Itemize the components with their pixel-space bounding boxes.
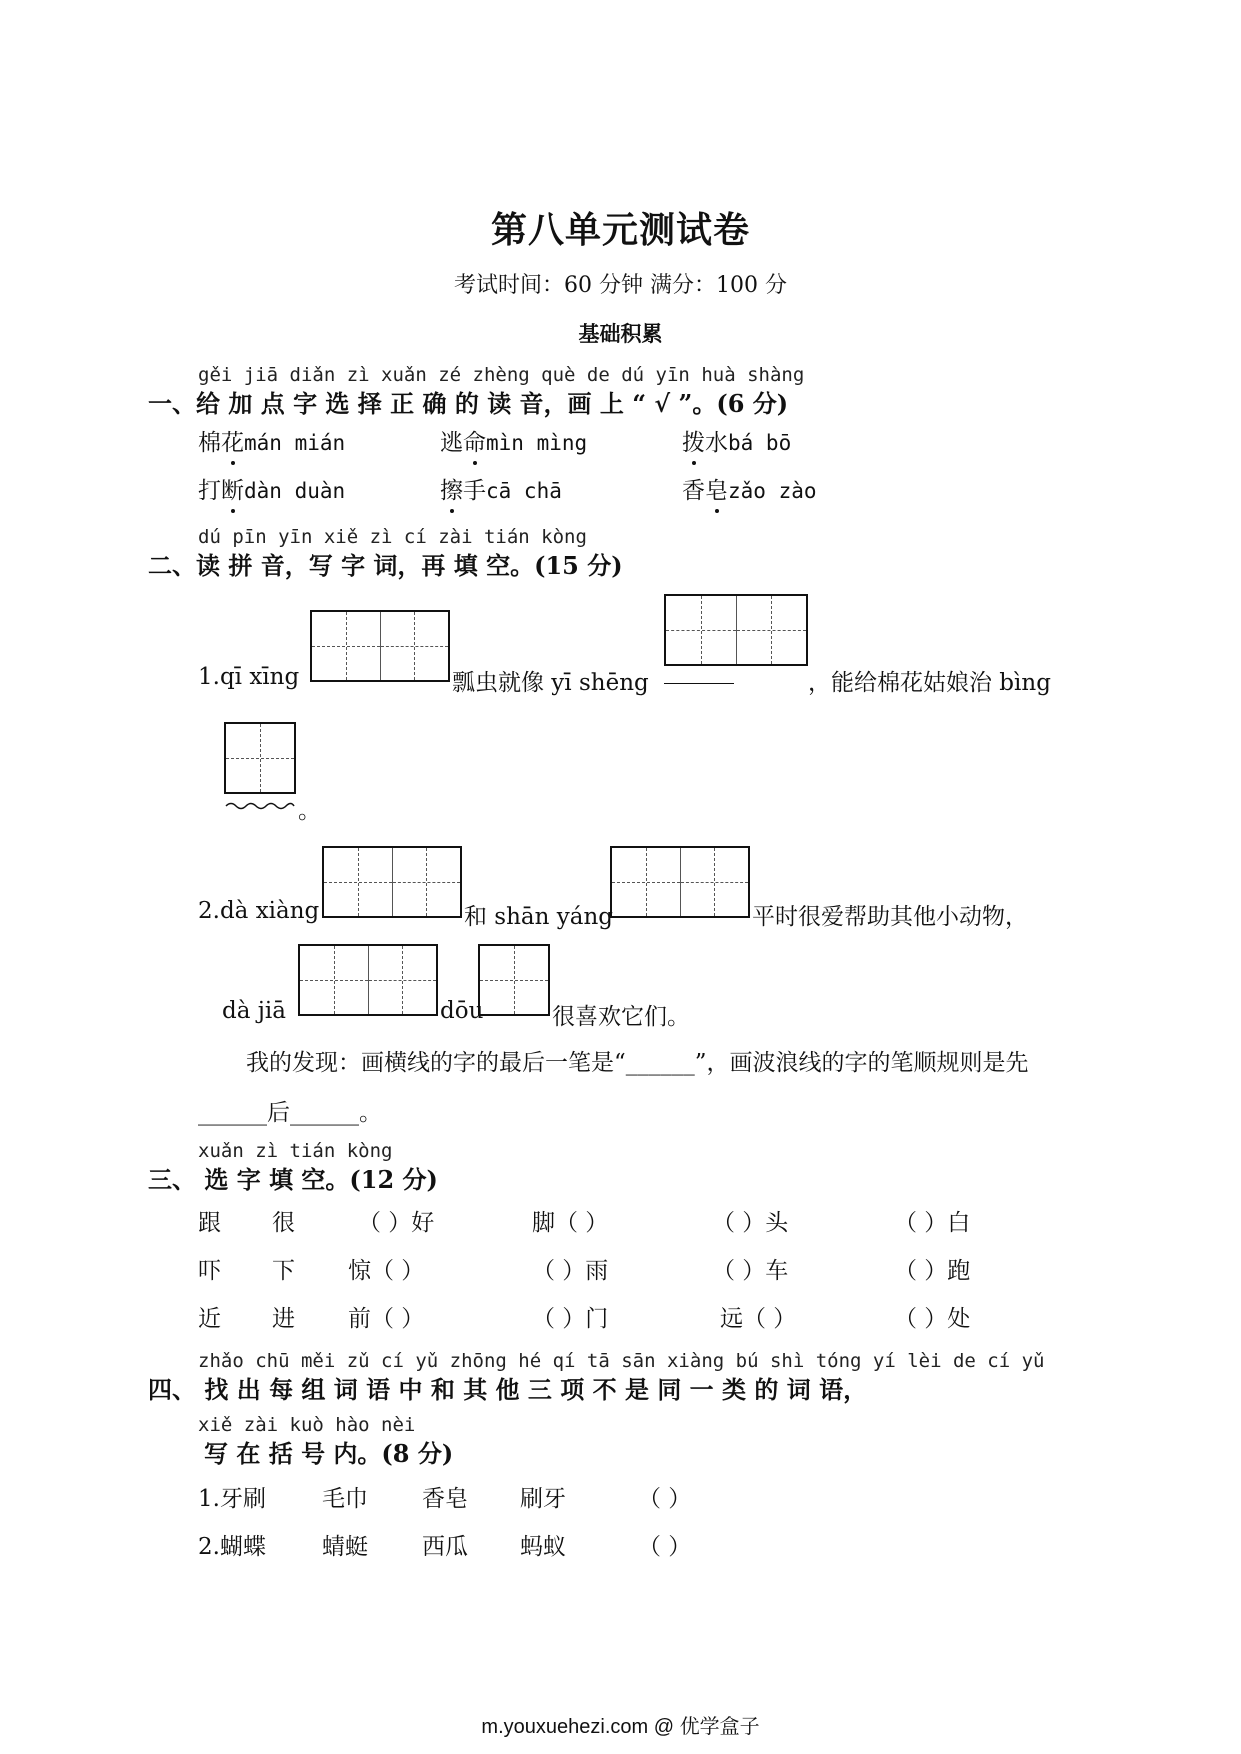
q2-line2-pinyin: 2.dà xiàng [198,898,320,924]
exam-info: 考试时间：60 分钟 满分：100 分 [454,273,787,298]
q2-line1-pinyin: 1.qī xīng [198,664,300,690]
q3-pinyin: xuǎn zì tián kòng [198,1140,393,1162]
q2-line1-period: 。 [298,798,321,824]
writing-grid-yisheng[interactable] [664,594,808,666]
q4-pinyin-2: xiě zài kuò hào nèi [198,1414,416,1436]
q1-item-2: 逃命mìn mìng [440,424,587,457]
q2-line3-text: dōu [440,998,484,1024]
writing-grid-daxiang[interactable] [322,846,462,918]
q1-item-1: 棉花mán mián [198,424,345,457]
q4-heading-2: 写 在 括 号 内。(8 分) [204,1439,454,1468]
writing-grid-qixing[interactable] [310,610,450,682]
q2-heading: 二、读 拼 音，写 字 词，再 填 空。(15 分) [148,551,623,580]
q2-line3-pinyin: dà jiā [222,998,286,1024]
q1-item-6: 香皂zǎo zào [682,472,817,505]
q2-line1-text: 瓢虫就像 yī shēng [452,670,649,696]
q2-line3-text-2: 很喜欢它们。 [552,1004,690,1030]
q2-pinyin: dú pīn yīn xiě zì cí zài tián kòng [198,526,587,548]
q1-item-4: 打断dàn duàn [198,472,345,505]
q2-line1-text-2: ，能给棉花姑娘治 bìng [808,670,1051,696]
q4-heading-1: 四、 找 出 每 组 词 语 中 和 其 他 三 项 不 是 同 一 类 的 词 语， [148,1375,868,1404]
q1-item-3: 拨水bá bō [682,424,791,457]
page-title: 第八单元测试卷 [490,209,750,251]
q1-heading: 一、给 加 点 字 选 择 正 确 的 读 音，画 上 “ √ ”。(6 分) [148,389,789,418]
q4-pinyin-1: zhǎo chū měi zǔ cí yǔ zhōng hé qí tā sān xiàng bú shì tóng yí lèi de cí yǔ [198,1350,1045,1372]
underline-mark [664,683,734,684]
q1-item-5: 擦手cā chā [440,472,562,505]
q1-pinyin: gěi jiā diǎn zì xuǎn zé zhèng què de dú yīn huà shàng [198,364,805,386]
wavy-line-mark [224,800,296,812]
writing-grid-dajia[interactable] [298,944,438,1016]
discovery-text: 我的发现：画横线的字的最后一笔是“______”，画波浪线的字的笔顺规则是先 [246,1050,1029,1076]
q2-line2-text: 和 shān yáng [464,904,614,930]
footer-watermark: m.youxuehezi.com @ 优学盒子 [481,1716,760,1738]
writing-grid-bing[interactable] [224,722,296,794]
writing-grid-dou[interactable] [478,944,550,1016]
q3-heading: 三、 选 字 填 空。(12 分) [148,1165,438,1194]
q2-line2-text-2: 平时很爱帮助其他小动物， [752,904,1028,930]
discovery-text-2: ______后______。 [198,1100,382,1126]
section-title: 基础积累 [578,321,663,346]
writing-grid-shanyang[interactable] [610,846,750,918]
